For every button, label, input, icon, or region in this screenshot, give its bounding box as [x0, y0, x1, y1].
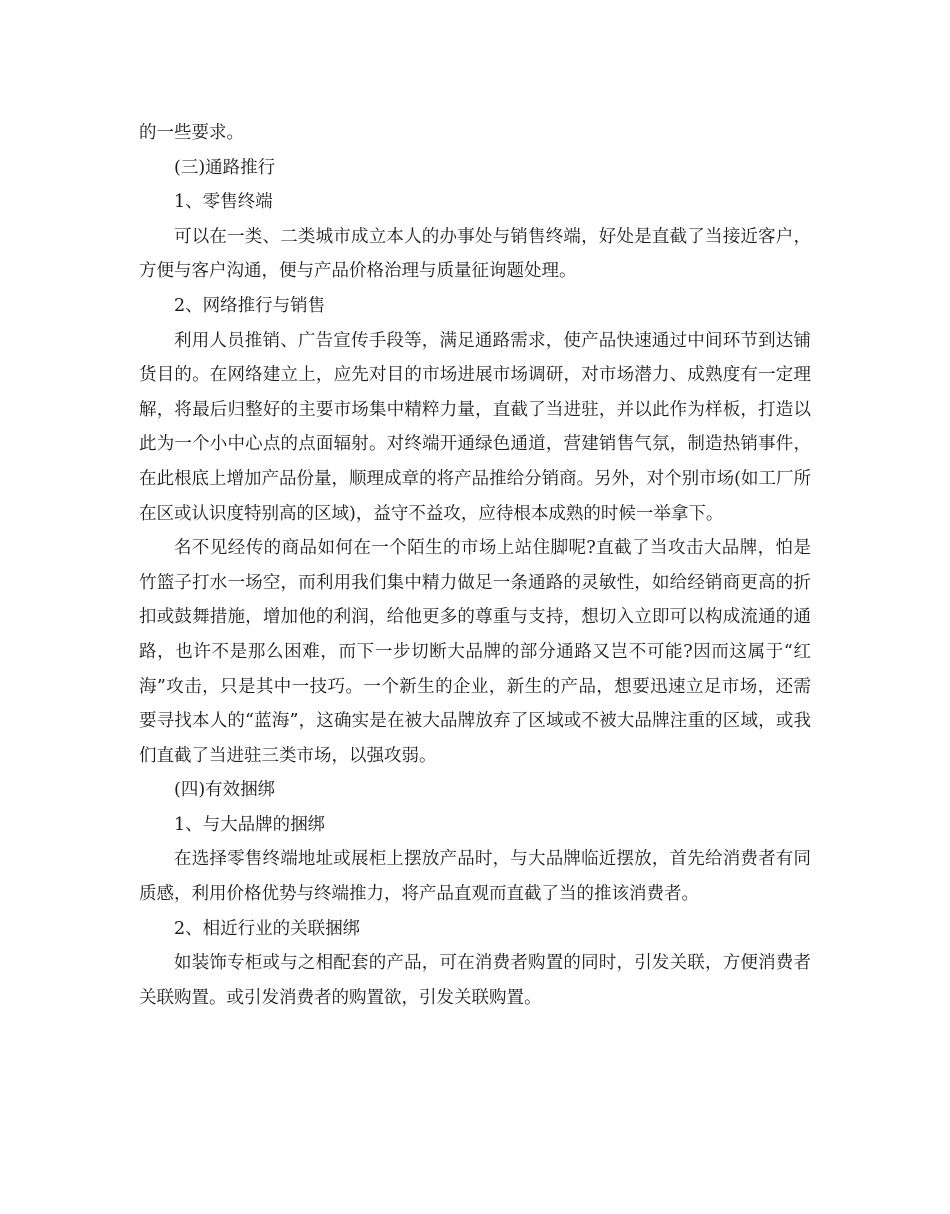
paragraph-network-promotion: 利用人员推销、广告宣传手段等，满足通路需求，使产品快速通过中间环节到达铺货目的。在网络建立上，应先对目的市场进展市场调研，对市场潜力、成熟度有一定理解，将最后归整好的主要市场集中精粹力量，直截了当进驻，并以此作为样板，打造以此为一个小中心点的点面辐射。对终端开通绿色通道，营建销售气氛，制造热销事件，在此根底上增加产品份量，顺理成章的将产品推给分销商。另外，对个别市场(如工厂所在区或认识度特别高的区域)，益守不益攻，应待根本成熟的时候一举拿下。: [139, 330, 811, 524]
paragraph-unknown-brand-strategy: 名不见经传的商品如何在一个陌生的市场上站住脚呢?直截了当攻击大品牌，怕是竹篮子打水一场空，而利用我们集中精力做足一条通路的灵敏性，如给经销商更高的折扣或鼓舞措施，增加他的利润，给他更多的尊重与支持，想切入立即可以构成流通的通路，也许不是那么困难，而下一步切断大品牌的部分通路又岂不可能?因而这属于“红海”攻击，只是其中一技巧。一个新生的企业，新生的产品，想要迅速立足市场，还需要寻找本人的“蓝海”，这确实是在被大品牌放弃了区域或不被大品牌注重的区域，或我们直截了当进驻三类市场，以强攻弱。: [139, 538, 811, 766]
document-body: [139, 116, 811, 1015]
subheading-big-brand-bundling: 1、与大品牌的捆绑: [174, 814, 326, 835]
paragraph-retail-terminal: 可以在一类、二类城市成立本人的办事处与销售终端，好处是直截了当接近客户，方便与客户沟通，便与产品价格治理与质量征询题处理。: [139, 226, 811, 282]
subheading-network-promotion: 2、网络推行与销售: [174, 295, 326, 316]
paragraph-big-brand-bundling: 在选择零售终端地址或展柜上摆放产品时，与大品牌临近摆放，首先给消费者有同质感，利用价格优势与终端推力，将产品直观而直截了当的推该消费者。: [139, 849, 811, 905]
subheading-retail-terminal: 1、零售终端: [174, 192, 273, 213]
paragraph-continuation: 的一些要求。: [139, 123, 244, 143]
section-heading-channel-promotion: (三)通路推行: [174, 157, 276, 178]
subheading-related-industry-bundling: 2、相近行业的关联捆绑: [174, 918, 361, 939]
paragraph-related-industry-bundling: 如装饰专柜或与之相配套的产品，可在消费者购置的同时，引发关联，方便消费者关联购置。或引发消费者的购置欲，引发关联购置。: [139, 953, 811, 1008]
section-heading-effective-bundling: (四)有效捆绑: [174, 780, 276, 801]
